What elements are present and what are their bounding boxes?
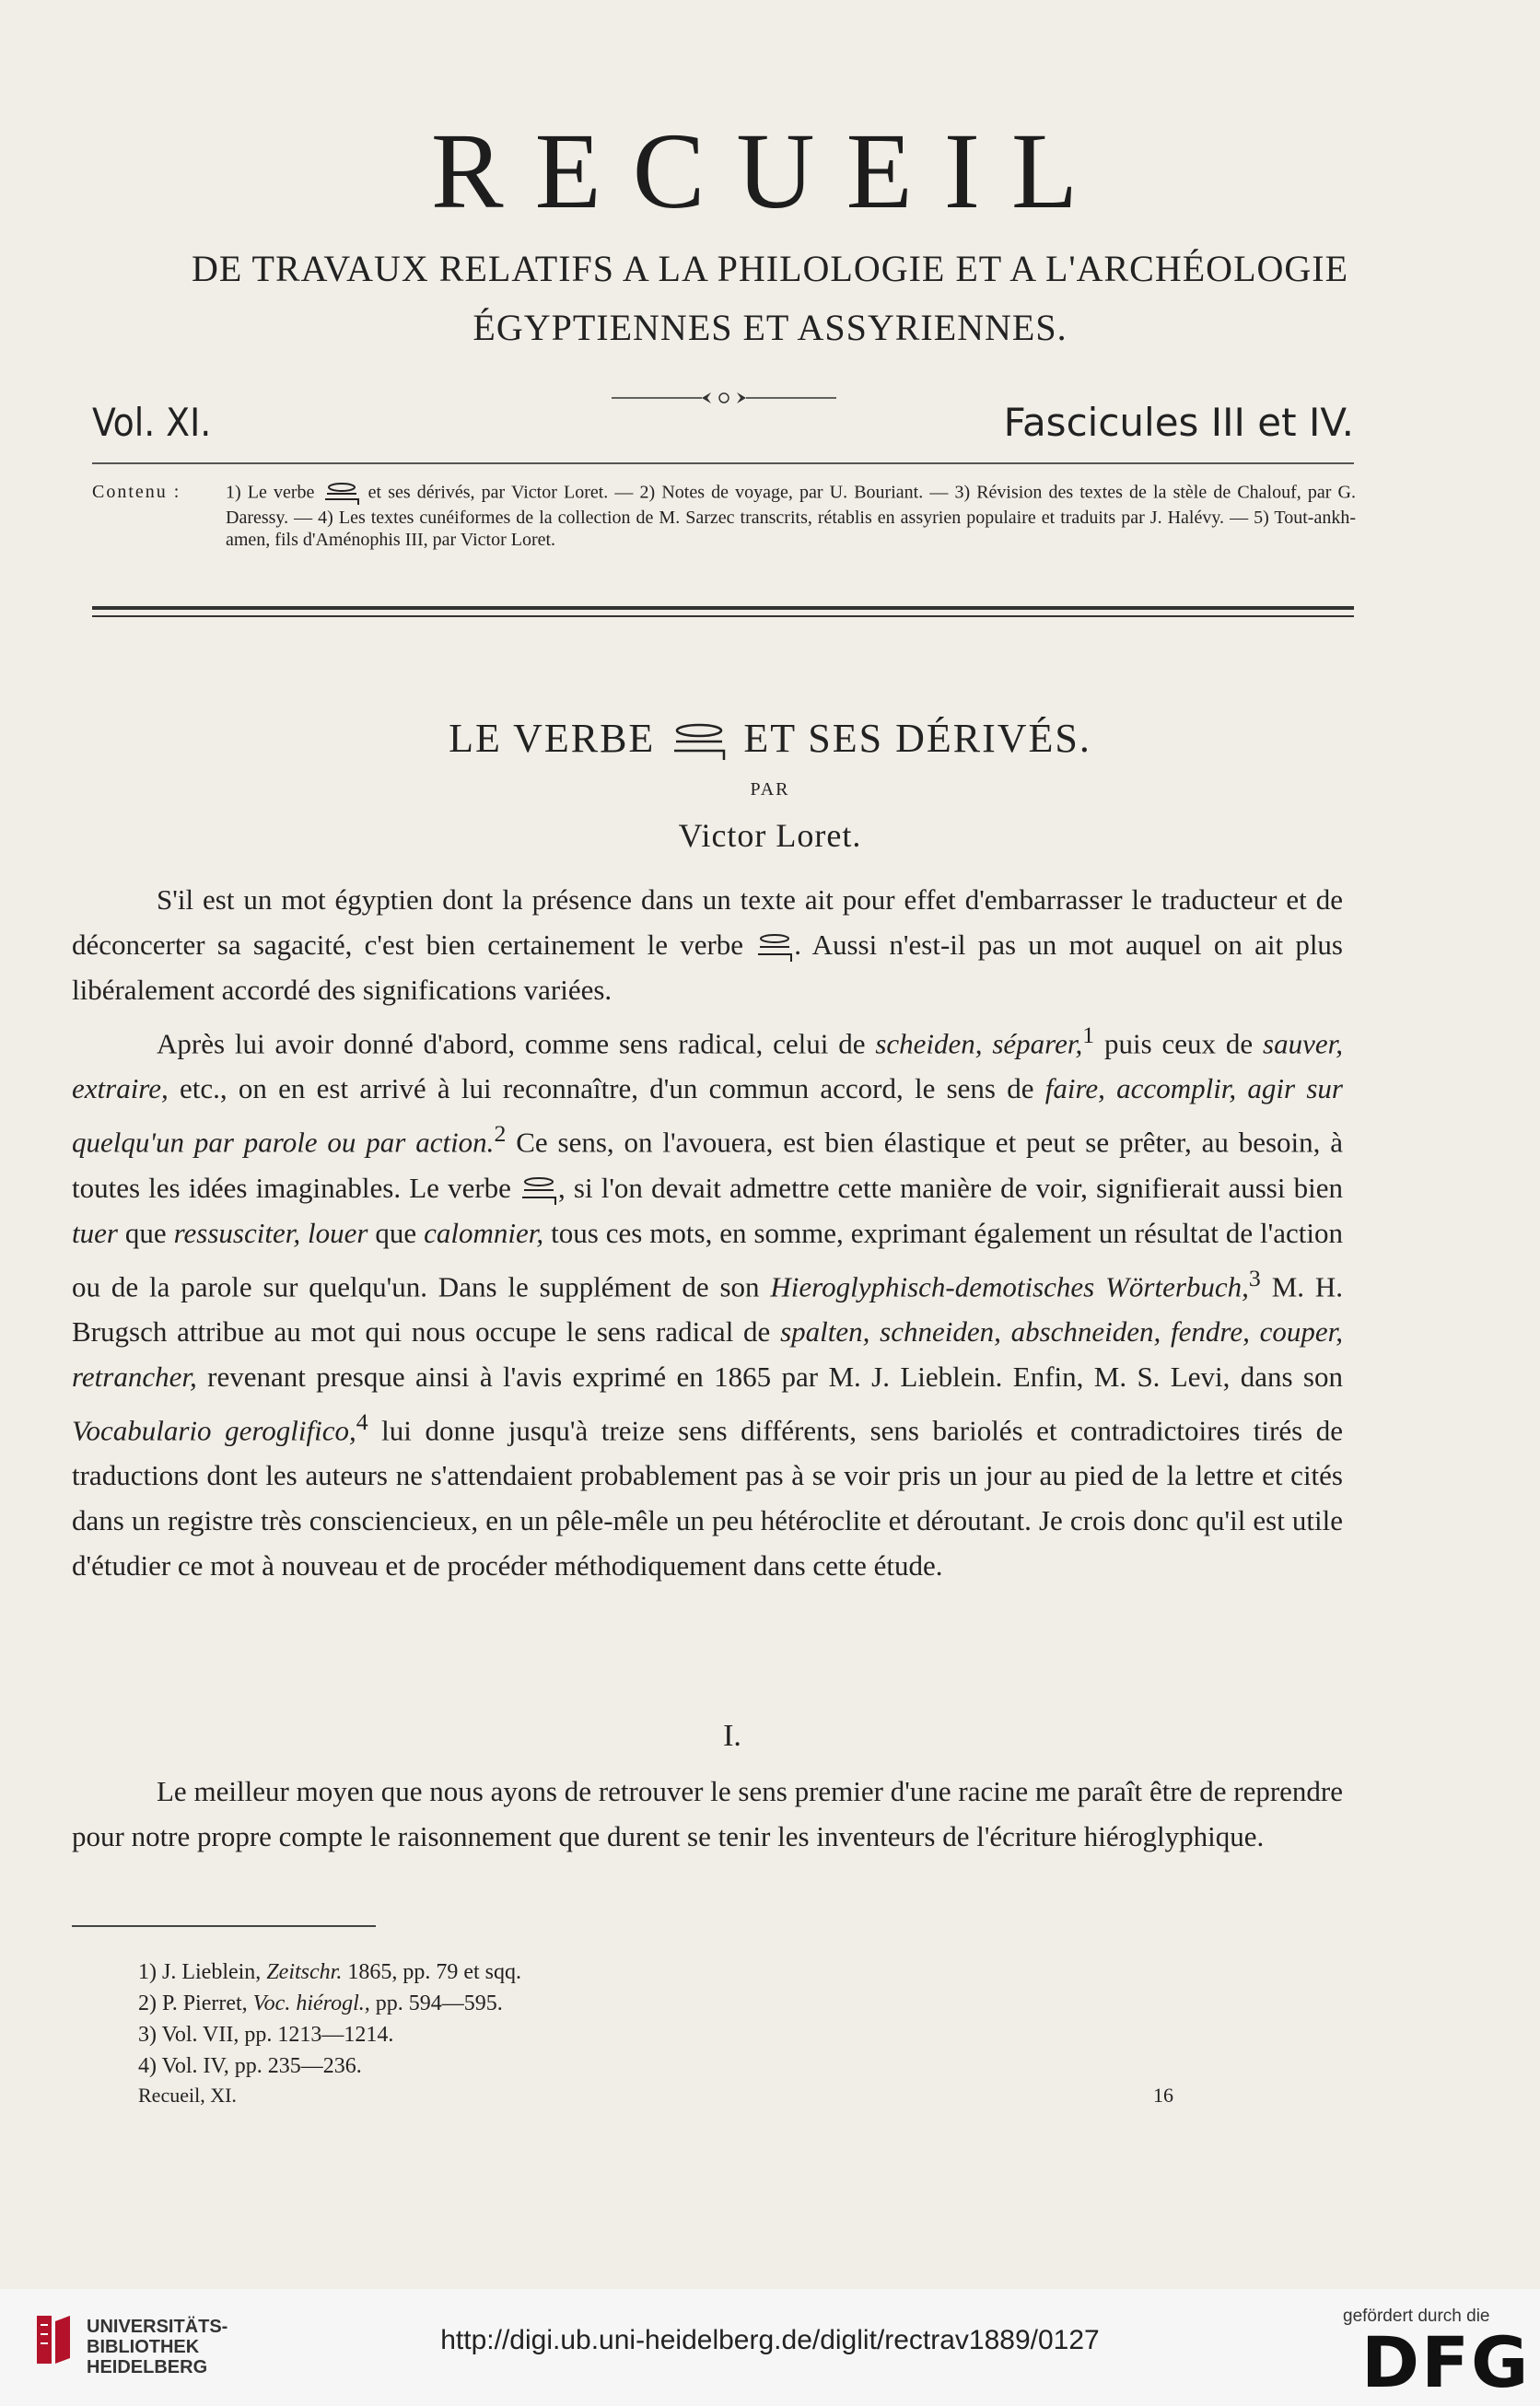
p2-text: revenant presque ainsi à l'avis exprimé en 1865 par M. J. Lieblein. Enfin, M. S. Levi, dans son [196, 1360, 1343, 1393]
journal-title: RECUEIL [430, 111, 1110, 231]
p2-italic: sauver, extraire, [72, 1027, 1343, 1105]
section-heading: I. [723, 1719, 741, 1753]
hieroglyph-icon [755, 931, 794, 964]
funding-label: gefördert durch die [1343, 2307, 1490, 2326]
footnote-italic: Zeitschr. [266, 1960, 343, 1984]
p2-text: que [117, 1216, 174, 1249]
article-title-b: ET SES DÉRIVÉS. [743, 716, 1091, 761]
article-author: Victor Loret. [678, 817, 862, 854]
p2-text: Après lui avoir donné d'abord, comme sens radical, celui de [157, 1027, 876, 1060]
p2-text: M. H. Brugsch attribue au mot qui nous occupe le sens radical de [72, 1269, 1344, 1348]
p2-text: Ce sens, on l'avouera, est bien élastique et peut se prêter, au besoin, à toutes les idées imaginables. Le verbe [72, 1126, 1344, 1204]
article-title [0, 715, 1540, 764]
footnote-num: 4) [138, 2054, 157, 2078]
p2-text: puis ceux de [1094, 1027, 1264, 1060]
p2-text: , si l'on devait admettre cette manière de voir, signifierait aussi bien [558, 1171, 1343, 1204]
fascicules-label: Fascicules III et IV. [1003, 400, 1354, 445]
footnote-ref: 1 [1082, 1022, 1095, 1048]
double-rule-bottom [92, 615, 1354, 617]
footnote-item [138, 2019, 521, 2050]
footnote-text: P. Pierret, [162, 1991, 253, 2015]
contenu-text [226, 481, 1356, 551]
footnote-text: Vol. VII, pp. 1213—1214. [161, 2023, 394, 2047]
p2-italic: scheiden, séparer, [875, 1027, 1083, 1060]
footnote-num: 3) [138, 2023, 157, 2047]
footnote-italic: Voc. hiérogl., [252, 1991, 370, 2015]
footnote-text: Vol. IV, pp. 235—236. [161, 2054, 362, 2078]
journal-subtitle-line1: DE TRAVAUX RELATIFS A LA PHILOLOGIE ET A L'ARCHÉOLOGIE [191, 248, 1349, 289]
footnote-ref: 2 [494, 1120, 507, 1148]
footnote-num: 1) [138, 1960, 157, 1984]
footnote-text: pp. 594—595. [369, 1991, 503, 2015]
body-paragraph-3 [72, 1769, 1343, 1859]
footnote-item [138, 1988, 521, 2019]
permalink-url[interactable]: http://digi.ub.uni-heidelberg.de/diglit/rectrav1889/0127 [440, 2325, 1100, 2355]
p2-italic: calomnier, [424, 1216, 544, 1249]
uni-line3: HEIDELBERG [87, 2357, 208, 2377]
double-rule-top [92, 606, 1354, 610]
footnote-ref: 3 [1248, 1264, 1261, 1291]
hieroglyph-icon [321, 481, 362, 507]
volume-label: Vol. XI. [92, 400, 212, 445]
p2-italic: tuer [72, 1216, 118, 1249]
p1-text-a: S'il est un mot égyptien dont la présence dans un texte ait pour effet d'embarrasser le traducteur et de déconcerter sa sagacité, c'est bien certainement le verbe [72, 883, 1343, 961]
header-rule [92, 462, 1354, 464]
p2-italic: faire, accomplir, agir sur quelqu'un par parole ou par action. [72, 1072, 1343, 1159]
p3-text: Le meilleur moyen que nous ayons de retrouver le sens premier d'une racine me paraît être de reprendre pour notre propre compte le raisonnement que durent se tenir les inventeurs de l'écriture hiéroglyphique. [72, 1775, 1343, 1852]
p2-italic: Hieroglyphisch-demotisches Wörterbuch, [770, 1269, 1249, 1302]
contenu-text-b: et ses dérivés, par Victor Loret. — 2) Notes de voyage, par U. Bouriant. — 3) Révision des textes de la stèle de Chalouf, par G. Daressy. — 4) Les textes cunéiformes de la collection de M. Sarzec transcrits, rétablis en assyrien populaire et traduits par J. Halévy. — 5) Tout-ankh-amen, fils d'Aménophis III, par Victor Loret. [226, 482, 1356, 550]
footnote-item [138, 2050, 521, 2082]
contenu-label: Contenu : [92, 482, 181, 502]
hieroglyph-icon [519, 1174, 558, 1208]
uni-line2: BIBLIOTHEK [87, 2337, 200, 2357]
p2-text: que [368, 1216, 425, 1249]
contenu-text-a: 1) Le verbe [226, 482, 315, 503]
journal-subtitle-line2: ÉGYPTIENNES ET ASSYRIENNES. [472, 307, 1068, 348]
hieroglyph-icon [667, 721, 731, 764]
p2-italic: spalten, schneiden, abschneiden, fendre, couper, retrancher, [72, 1314, 1343, 1393]
p2-text: tous ces mots, en somme, exprimant également un résultat de l'action ou de la parole sur quelqu'un. Dans le supplément de son [72, 1216, 1343, 1302]
body-paragraph-1 [72, 877, 1343, 1588]
p2-italic: ressusciter, louer [173, 1216, 368, 1249]
p2-text: etc., on en est arrivé à lui reconnaître, d'un commun accord, le sens de [168, 1072, 1045, 1105]
footnote-rule [72, 1925, 376, 1927]
footnote-num: 2) [138, 1991, 157, 2015]
dfg-logo[interactable]: DFG [1361, 2321, 1531, 2403]
footnote-text: 1865, pp. 79 et sqq. [342, 1960, 521, 1984]
footnote-text: J. Lieblein, [162, 1960, 267, 1984]
p1-text-b: . Aussi n'est-il pas un mot auquel on ait plus libéralement accordé des significations variées. [72, 929, 1343, 1006]
running-footer: Recueil, XI. [138, 2084, 237, 2107]
page-number: 16 [1153, 2084, 1173, 2107]
uni-line1: UNIVERSITÄTS- [87, 2317, 228, 2337]
ornament-divider [612, 387, 836, 409]
byline-par: PAR [750, 779, 790, 800]
p2-text: lui donne jusqu'à treize sens différents, sens bariolés et contradictoires tirés de traductions dont les auteurs ne s'attendaient probablement pas à se voir pris un jour au pied de la lettre et cités dans un registre très consciencieux, en un pêle-mêle un peu hétéroclite et déroutant. Je crois donc qu'il est utile d'étudier ce mot à nouveau et de procéder méthodiquement dans cette étude. [72, 1414, 1343, 1583]
footnotes [138, 1956, 521, 2082]
footnote-ref: 4 [356, 1407, 368, 1435]
article-title-a: LE VERBE [449, 716, 656, 761]
p2-italic: Vocabulario geroglifico, [72, 1414, 356, 1447]
footnote-item [138, 1956, 521, 1988]
